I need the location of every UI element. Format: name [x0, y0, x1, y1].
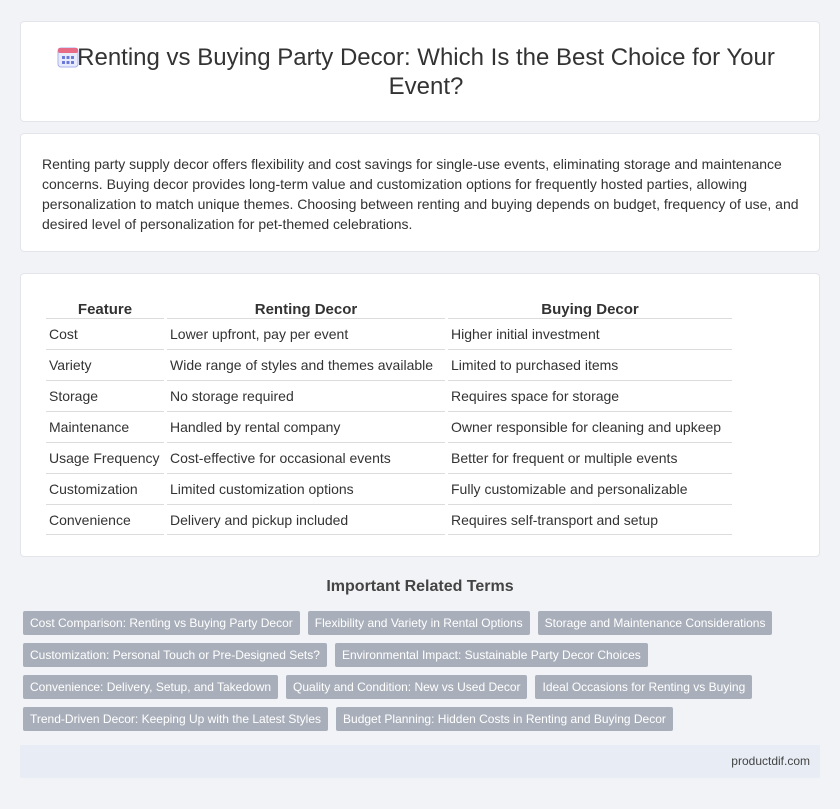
table-cell: Cost — [46, 318, 164, 349]
tag-row — [23, 707, 823, 731]
table-row — [46, 318, 732, 349]
table-cell: Limited customization options — [167, 473, 445, 504]
table-cell: Limited to purchased items — [448, 349, 732, 380]
related-term-tag[interactable]: Storage and Maintenance Considerations — [538, 611, 773, 635]
table-row — [46, 442, 732, 473]
table-row — [46, 473, 732, 504]
column-header-feature: Feature — [77, 301, 133, 318]
column-header-buying: Buying Decor — [541, 301, 639, 318]
table-cell: Better for frequent or multiple events — [448, 442, 732, 473]
comparison-card — [20, 273, 820, 557]
table-header-row — [46, 295, 732, 318]
related-terms-heading: Important Related Terms — [326, 578, 514, 595]
table-row — [46, 411, 732, 442]
related-term-tag[interactable]: Convenience: Delivery, Setup, and Takedown — [23, 675, 278, 699]
intro-paragraph: Renting party supply decor offers flexibility and cost savings for single-use events, eliminating storage and maintenance concerns. Buying decor provides long-term value and customization options for frequently hosted parties, allowing personalization to match unique themes. Choosing between renting and buying depends on budget, frequency of use, and desired level of personalization for pet-themed celebrations. — [42, 156, 799, 232]
table-cell: Requires space for storage — [448, 380, 732, 411]
related-term-tag[interactable]: Ideal Occasions for Renting vs Buying — [535, 675, 752, 699]
related-term-tag[interactable]: Trend-Driven Decor: Keeping Up with the Latest Styles — [23, 707, 328, 731]
tag-row — [23, 611, 823, 635]
table-cell: Cost-effective for occasional events — [167, 442, 445, 473]
table-cell: Variety — [46, 349, 164, 380]
intro-card — [20, 133, 820, 252]
table-cell: Customization — [46, 473, 164, 504]
tag-row — [23, 643, 823, 667]
table-row — [46, 380, 732, 411]
page-title: Renting vs Buying Party Decor: Which Is the Best Choice for Your Event? — [77, 43, 775, 100]
table-cell: Delivery and pickup included — [167, 504, 445, 535]
table-cell: Maintenance — [46, 411, 164, 442]
table-cell: Wide range of styles and themes available — [167, 349, 445, 380]
comparison-table — [43, 295, 735, 535]
table-cell: Usage Frequency — [46, 442, 164, 473]
related-term-tag[interactable]: Quality and Condition: New vs Used Decor — [286, 675, 527, 699]
table-row — [46, 349, 732, 380]
table-cell: Handled by rental company — [167, 411, 445, 442]
table-cell: Lower upfront, pay per event — [167, 318, 445, 349]
related-term-tag[interactable]: Customization: Personal Touch or Pre-Designed Sets? — [23, 643, 327, 667]
table-cell: Storage — [46, 380, 164, 411]
related-terms-list — [23, 611, 823, 739]
table-cell: Requires self-transport and setup — [448, 504, 732, 535]
related-term-tag[interactable]: Flexibility and Variety in Rental Options — [308, 611, 530, 635]
related-term-tag[interactable]: Budget Planning: Hidden Costs in Renting and Buying Decor — [336, 707, 673, 731]
table-cell: Fully customizable and personalizable — [448, 473, 732, 504]
table-row — [46, 504, 732, 535]
related-term-tag[interactable]: Cost Comparison: Renting vs Buying Party Decor — [23, 611, 300, 635]
table-cell: No storage required — [167, 380, 445, 411]
tag-row — [23, 675, 823, 699]
footer-brand[interactable]: productdif.com — [731, 754, 810, 768]
related-term-tag[interactable]: Environmental Impact: Sustainable Party Decor Choices — [335, 643, 648, 667]
header-card — [20, 21, 820, 122]
column-header-renting: Renting Decor — [254, 301, 358, 318]
table-cell: Owner responsible for cleaning and upkeep — [448, 411, 732, 442]
footer — [20, 745, 820, 778]
table-cell: Higher initial investment — [448, 318, 732, 349]
table-cell: Convenience — [46, 504, 164, 535]
